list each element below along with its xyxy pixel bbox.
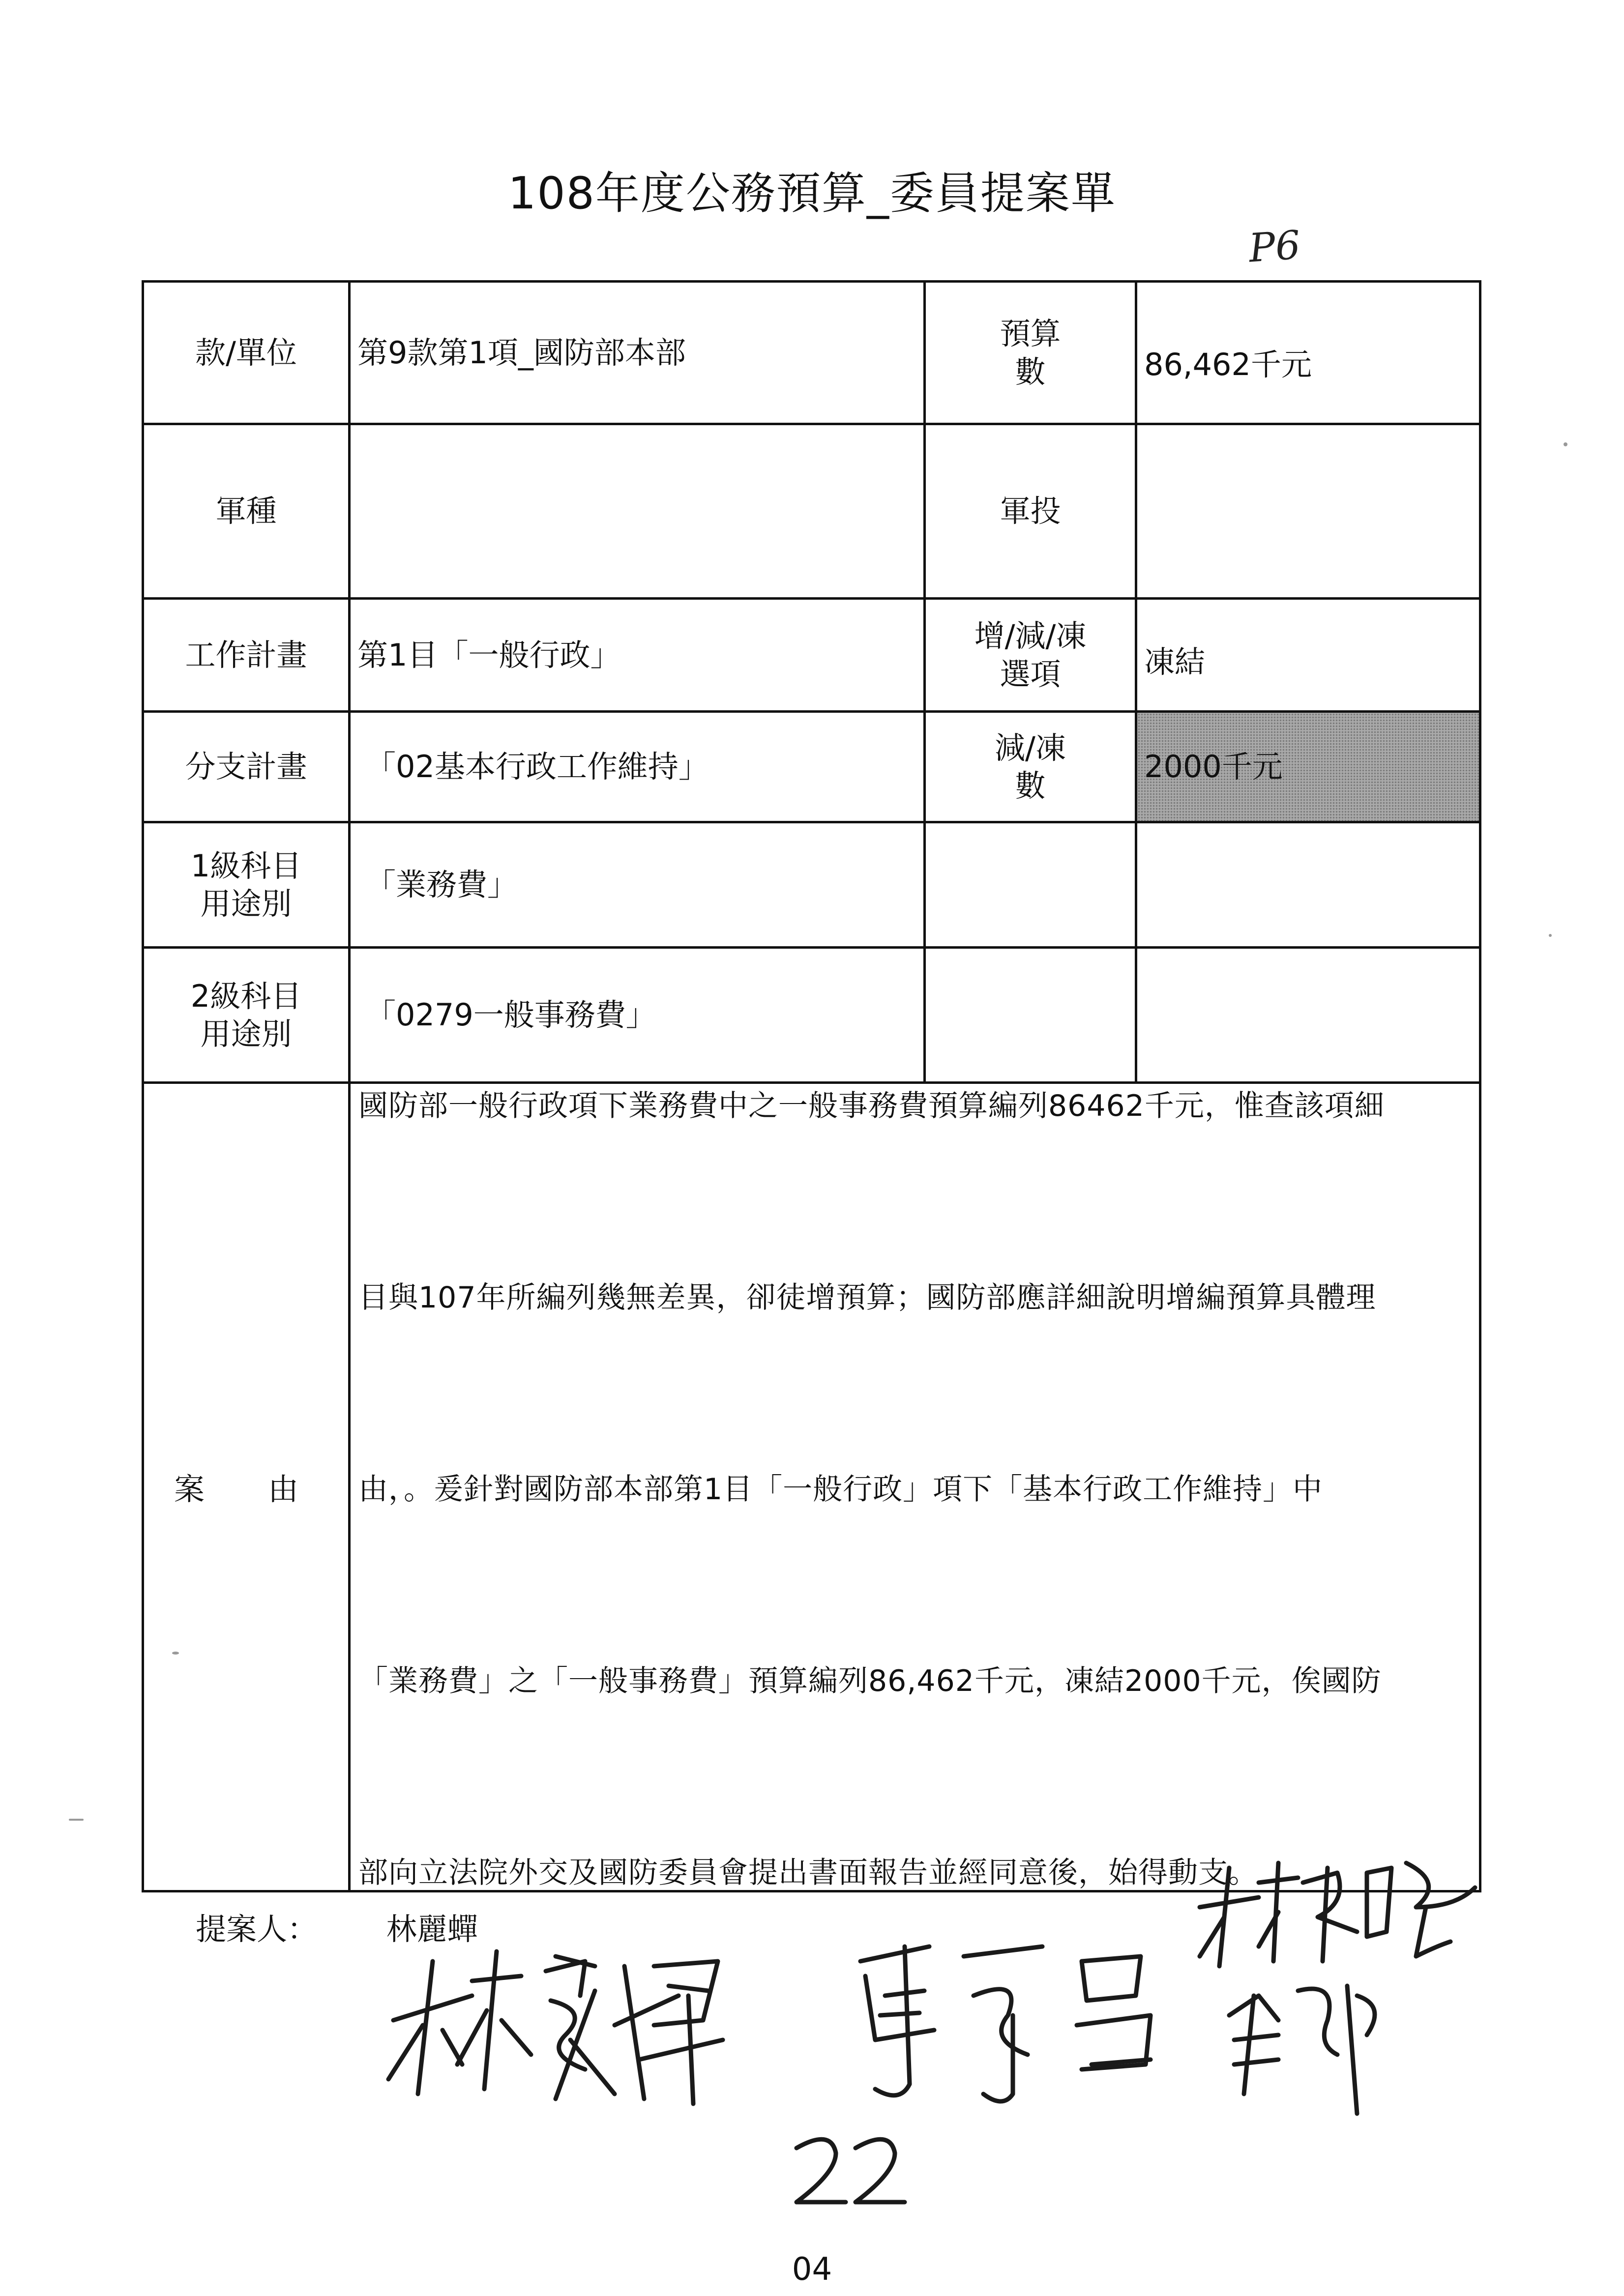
label-action-option-text: 增/減/凍 選項 [974, 618, 1087, 692]
label-level2-subject [143, 948, 350, 1083]
value-unit: 第9款第1項_國防部本部 [350, 282, 925, 424]
form-row-unit [143, 282, 1480, 424]
label-cut-freeze-amount-text: 減/凍 數 [995, 729, 1066, 804]
label-reason-char-1: 案 [174, 1471, 205, 1507]
label-service-branch: 軍種 [143, 424, 350, 599]
page-number: 04 [792, 2251, 832, 2288]
proposer-name: 林麗蟬 [386, 1911, 478, 1947]
label-level2-extra [925, 948, 1136, 1083]
label-level1-subject [143, 822, 350, 948]
signature-1 [388, 1951, 723, 2104]
scan-speck [1564, 442, 1567, 446]
label-work-plan: 工作計畫 [143, 599, 350, 712]
label-reason [143, 1083, 350, 1891]
label-reason-char-2: 由 [267, 1471, 298, 1507]
proposer-line [196, 1905, 478, 1948]
value-military-investment [1136, 424, 1480, 599]
form-row-service [143, 424, 1480, 599]
reason-line-1: 國防部一般行政項下業務費中之一般事務費預算編列86462千元，惟查該項細 [358, 1089, 1385, 1123]
value-level2-extra [1136, 948, 1480, 1083]
proposal-form-table [142, 280, 1481, 1892]
page-number-handwritten [0, 2158, 1624, 2226]
value-service-branch [350, 424, 925, 599]
form-row-level1-subject [143, 822, 1480, 948]
label-action-option [925, 599, 1136, 712]
form-row-level2-subject [143, 948, 1480, 1083]
reason-line-4: 「業務費」之「一般事務費」預算編列86,462千元，凍結2000千元，俟國防 [358, 1664, 1382, 1698]
reason-line-2: 目與107年所編列幾無差異，卻徒增預算；國防部應詳細說明增編預算具體理 [358, 1280, 1376, 1315]
reason-line-5: 部向立法院外交及國防委員會提出書面報告並經同意後，始得動支。 [358, 1856, 1258, 1890]
label-level1-extra [925, 822, 1136, 948]
scan-speck [172, 1652, 179, 1655]
value-level1-extra [1136, 822, 1480, 948]
handwritten-page-note: P6 [1247, 222, 1302, 271]
signature-2 [860, 1947, 1151, 2101]
form-row-sub-plan [143, 712, 1480, 822]
label-sub-plan: 分支計畫 [143, 712, 350, 822]
value-work-plan: 第1目「一般行政」 [350, 599, 925, 712]
value-reason [350, 1083, 1480, 1891]
value-level2-subject: 「0279一般事務費」 [350, 948, 925, 1083]
reason-line-3: 由，。爰針對國防部本部第1目「一般行政」項下「基本行政工作維持」中 [358, 1472, 1323, 1507]
label-unit: 款/單位 [143, 282, 350, 424]
label-level1-subject-text: 1級科目 用途別 [190, 847, 302, 922]
value-action-option: 凍結 [1136, 599, 1480, 712]
proposer-label: 提案人： [196, 1911, 318, 1947]
label-military-investment: 軍投 [925, 424, 1136, 599]
value-budget-amount: 86,462千元 [1136, 282, 1480, 424]
label-cut-freeze-amount [925, 712, 1136, 822]
form-row-work-plan [143, 599, 1480, 712]
form-row-reason [143, 1083, 1480, 1891]
label-budget-amount-text: 預算 數 [1000, 316, 1061, 390]
label-level2-subject-text: 2級科目 用途別 [190, 978, 302, 1052]
value-cut-freeze-amount: 2000千元 [1136, 712, 1480, 822]
scan-speck [69, 1819, 84, 1821]
signature-3 [1200, 1863, 1475, 2114]
scan-speck [1549, 934, 1552, 937]
value-level1-subject: 「業務費」 [350, 822, 925, 948]
form-title: 108年度公務預算_委員提案單 [508, 168, 1116, 219]
label-budget-amount [925, 282, 1136, 424]
value-sub-plan: 「02基本行政工作維持」 [350, 712, 925, 822]
